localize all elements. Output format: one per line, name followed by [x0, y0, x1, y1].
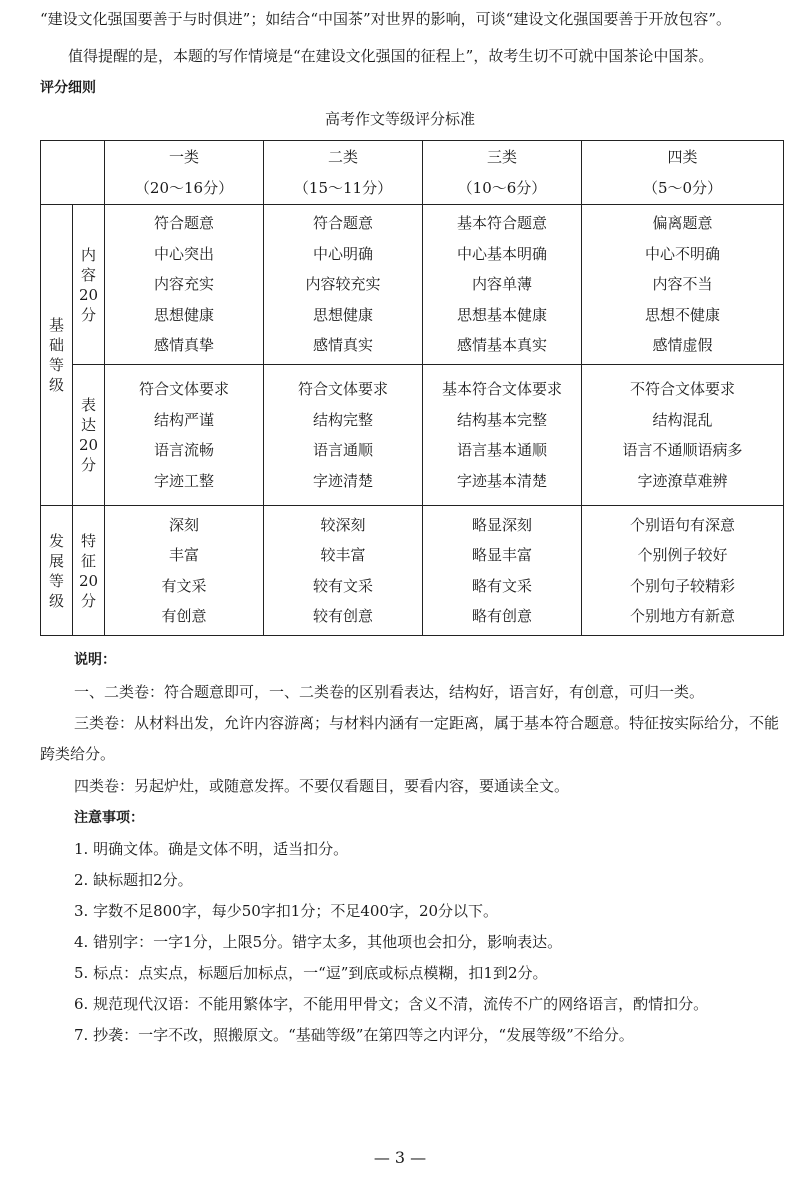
attention-item: 3. 字数不足800字，每少50字扣1分；不足400字，20分以下。: [74, 902, 499, 920]
cell-content-grade-4: 偏离题意 中心不明确 内容不当 思想不健康 感情虚假: [582, 205, 784, 365]
header-grade-3: 三类 （10～6分）: [423, 141, 582, 205]
intro-line-1: “建设文化强国要善于与时俱进”；如结合“中国茶”对世界的影响，可谈“建设文化强国要善于开放包容”。: [40, 10, 732, 28]
table-row-expression: [41, 365, 784, 506]
cell-expression-grade-4: 不符合文体要求 结构混乱 语言不通顺语病多 字迹潦草难辨: [582, 365, 784, 506]
cell-content-grade-3: 基本符合题意 中心基本明确 内容单薄 思想基本健康 感情基本真实: [423, 205, 582, 365]
attention-item: 7. 抄袭：一字不改，照搬原文。“基础等级”在第四等之内评分，“发展等级”不给分。: [74, 1026, 634, 1044]
cell-feature-grade-2: 较深刻 较丰富 较有文采 较有创意: [264, 506, 423, 636]
row-label-content: 内 容 20 分: [73, 205, 105, 365]
attention-item: 2. 缺标题扣2分。: [74, 871, 193, 889]
cell-content-grade-2: 符合题意 中心明确 内容较充实 思想健康 感情真实: [264, 205, 423, 365]
table-title: 高考作文等级评分标准: [324, 110, 475, 128]
cell-expression-grade-2: 符合文体要求 结构完整 语言通顺 字迹清楚: [264, 365, 423, 506]
intro-line-2: 值得提醒的是，本题的写作情境是“在建设文化强国的征程上”，故考生切不可就中国茶论中国茶。: [68, 47, 714, 65]
table-corner-cell: [41, 141, 105, 205]
note-line: 跨类给分。: [40, 745, 116, 763]
header-grade-1: 一类 （20～16分）: [105, 141, 264, 205]
grading-table: [40, 140, 784, 636]
row-label-feature: 特 征 20 分: [73, 506, 105, 636]
attention-title: 注意事项：: [74, 810, 144, 826]
cell-feature-grade-4: 个别语句有深意 个别例子较好 个别句子较精彩 个别地方有新意: [582, 506, 784, 636]
table-row-feature: [41, 506, 784, 636]
row-label-expression: 表 达 20 分: [73, 365, 105, 506]
notes-title: 说明：: [74, 652, 116, 668]
group-basic-label: 基 础 等 级: [41, 205, 73, 506]
cell-expression-grade-1: 符合文体要求 结构严谨 语言流畅 字迹工整: [105, 365, 264, 506]
note-line: 三类卷：从材料出发，允许内容游离；与材料内涵有一定距离，属于基本符合题意。特征按实际给分，不能: [74, 714, 780, 732]
note-line: 一、二类卷：符合题意即可，一、二类卷的区别看表达，结构好，语言好，有创意，可归一类。: [74, 683, 705, 701]
group-development-label: 发 展 等 级: [41, 506, 73, 636]
attention-item: 5. 标点：点实点，标题后加标点，一“逗”到底或标点模糊，扣1到2分。: [74, 964, 548, 982]
attention-item: 4. 错别字：一字1分，上限5分。错字太多，其他项也会扣分，影响表达。: [74, 933, 563, 951]
table-header-row: [41, 141, 784, 205]
section-title: 评分细则: [40, 80, 96, 96]
attention-item: 6. 规范现代汉语：不能用繁体字，不能用甲骨文；含义不清，流传不广的网络语言，酌情扣分。: [74, 995, 709, 1013]
cell-content-grade-1: 符合题意 中心突出 内容充实 思想健康 感情真挚: [105, 205, 264, 365]
header-grade-4: 四类 （5～0分）: [582, 141, 784, 205]
header-grade-2: 二类 （15～11分）: [264, 141, 423, 205]
cell-expression-grade-3: 基本符合文体要求 结构基本完整 语言基本通顺 字迹基本清楚: [423, 365, 582, 506]
page-number: — 3 —: [373, 1148, 427, 1167]
note-line: 四类卷：另起炉灶，或随意发挥。不要仅看题目，要看内容，要通读全文。: [74, 777, 570, 795]
cell-feature-grade-1: 深刻 丰富 有文采 有创意: [105, 506, 264, 636]
cell-feature-grade-3: 略显深刻 略显丰富 略有文采 略有创意: [423, 506, 582, 636]
attention-item: 1. 明确文体。确是文体不明，适当扣分。: [74, 840, 349, 858]
table-row-content: [41, 205, 784, 365]
